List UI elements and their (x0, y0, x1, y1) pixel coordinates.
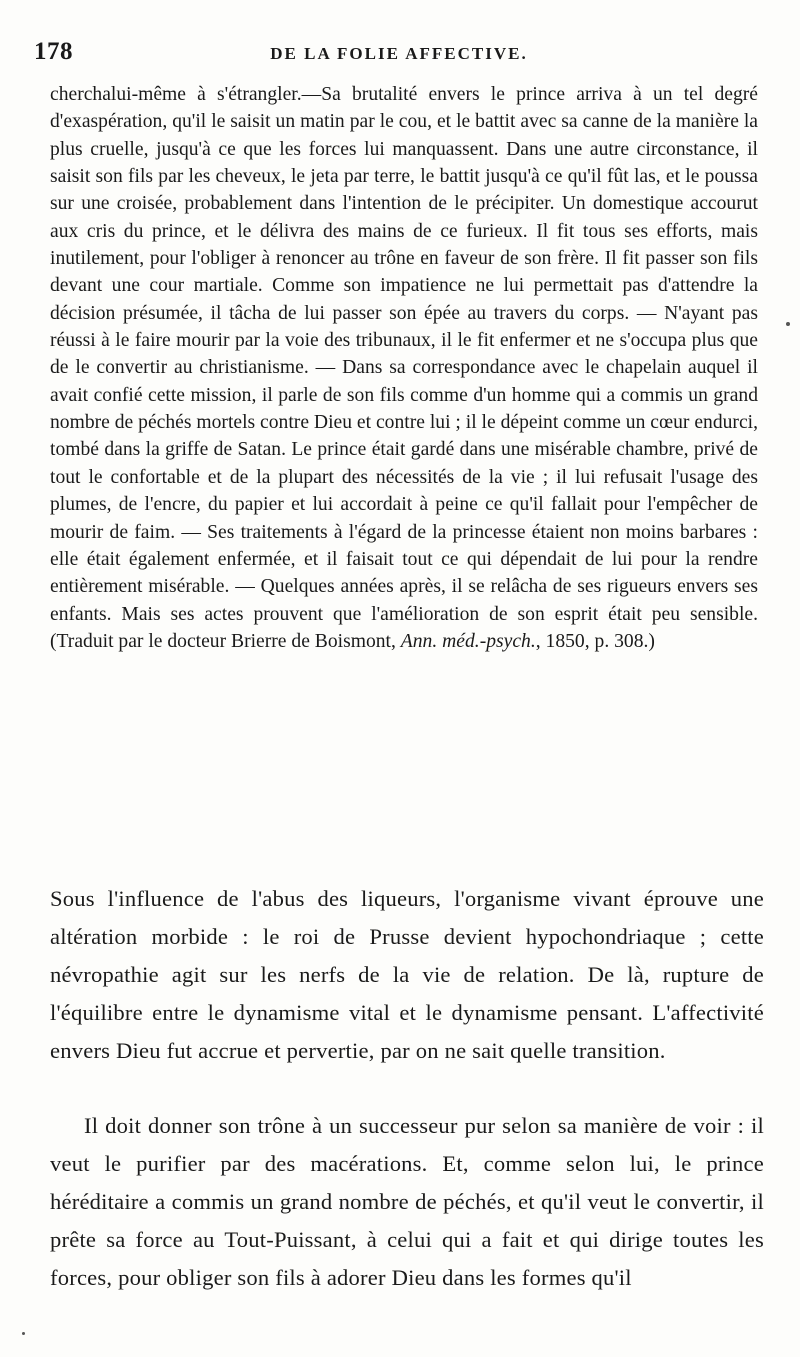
quoted-passage (50, 81, 758, 655)
body-paragraph-1: Sous l'influence de l'abus des liqueurs, l'organisme vivant éprouve une altération morbide : le roi de Prusse devient hypochondriaque ; cette névropathie agit sur les nerfs de la vie de relation. De là, rupture de l'équilibre entre le dynamisme vital et le dynamisme pensant. L'affectivité envers Dieu fut accrue et pervertie, par on ne sait quelle transition. (50, 886, 764, 1064)
scan-speck (786, 322, 790, 326)
scan-speck (22, 1332, 25, 1335)
page-number: 178 (34, 38, 73, 65)
running-head (34, 38, 764, 70)
body-paragraph-2: Il doit donner son trône à un successeur pur selon sa manière de voir : il veut le purifier par des macérations. Et, comme selon lui, le prince héréditaire a commis un grand nombre de péchés, et qu'il veut le convertir, il prête sa force au Tout-Puissant, à celui qui a fait et qui dirige toutes les forces, pour obliger son fils à adorer Dieu dans les formes qu'il (50, 1113, 764, 1291)
quote-text: cherchalui-même à s'étrangler.—Sa brutalité envers le prince arriva à un tel degré d'exaspération, qu'il le saisit un matin par le cou, et le battit avec sa canne de la manière la plus cruelle, jusqu'à ce que les forces lui manquassent. Dans une autre circonstance, il saisit son fils par les cheveux, le jeta par terre, le battit jusqu'à ce qu'il fût las, et le poussa sur une croisée, probablement dans l'intention de le précipiter. Un domestique accourut aux cris du prince, et le délivra des mains de ce furieux. Il fit tous ses efforts, mais inutilement, pour l'obliger à renoncer au trône en faveur de son frère. Il fit passer son fils devant une cour martiale. Comme son impatience ne lui permettait pas d'attendre la décision présumée, il tâcha de lui passer son épée au travers du corps. — N'ayant pas réussi à le faire mourir par la voie des tribunaux, il le fit enfermer et ne s'occupa plus que de le convertir au christianisme. — Dans sa correspondance avec le chapelain auquel il avait confié cette mission, il parle de son fils comme d'un homme qui a commis un grand nombre de péchés mortels contre Dieu et contre lui ; il le dépeint comme un cœur endurci, tombé dans la griffe de Satan. Le prince était gardé dans une misérable chambre, privé de tout le confortable et de la plupart des nécessités de la vie ; il lui refusait l'usage des plumes, de l'encre, du papier et lui accordait à peine ce qu'il fallait pour l'empêcher de mourir de faim. — Ses traitements à l'égard de la princesse étaient non moins barbares : elle était également enfermée, et il faisait tout ce qui dépendait de lui pour la rendre entièrement misérable. — Quelques années après, il se relâcha de ses rigueurs envers ses enfants. Mais ses actes prouvent que l'amélioration de son esprit était peu sensible. (Traduit par le docteur Brierre de Boismont, (50, 84, 758, 652)
quote-source-journal: Ann. méd.-psych. (400, 630, 536, 652)
body-paragraph-2-wrapper (50, 1107, 764, 1297)
quote-source-details: , 1850, p. 308.) (535, 630, 655, 652)
running-title: DE LA FOLIE AFFECTIVE. (270, 44, 528, 63)
